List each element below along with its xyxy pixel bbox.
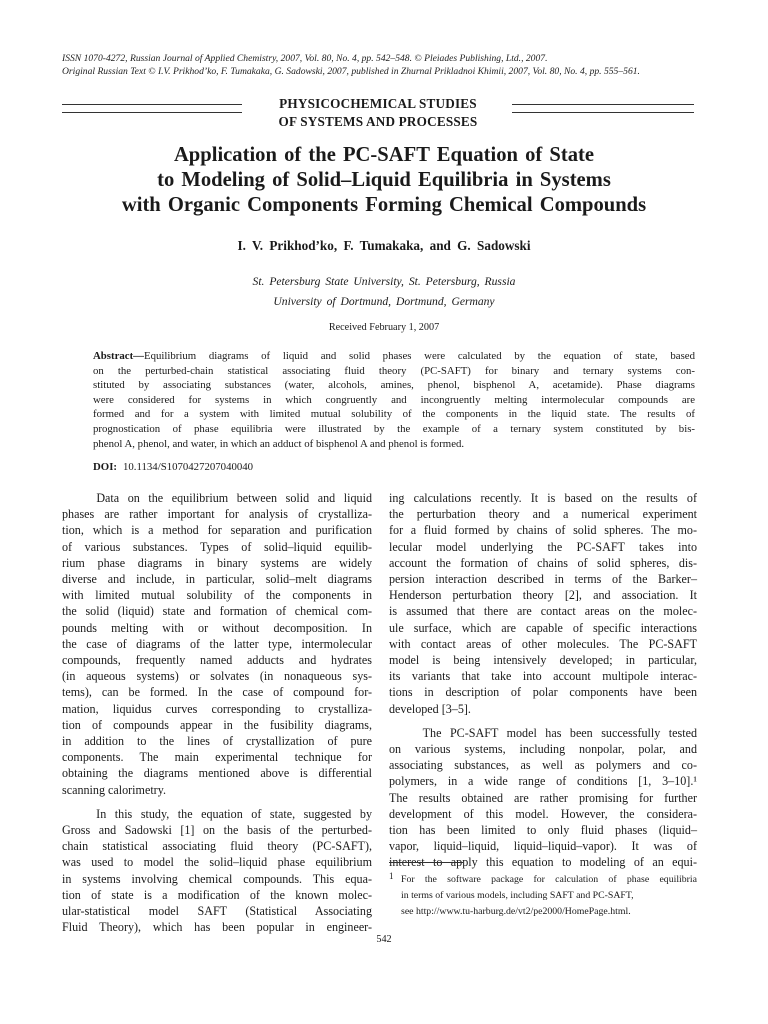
doi <box>93 461 253 473</box>
text-line: the perturbation theory and a numerical experiment <box>389 507 697 522</box>
text-line: tion of state is a modification of the known molec- <box>62 887 372 902</box>
text-line: its variants that take into account multipole interac- <box>389 669 697 684</box>
doi-label: DOI: <box>93 461 117 473</box>
text-line: the case of diagrams of the latter type, intermolecular <box>62 636 372 651</box>
text-line: persion interaction described in terms of the Barker– <box>389 572 697 587</box>
text-line: phases are rather important for analysis of crystalliza- <box>62 507 372 522</box>
received-date: Received February 1, 2007 <box>328 322 440 333</box>
abstract-line: stituted by associating substances (water, alcohols, amines, phenol, bisphenol A, acetamide). Phase diagrams <box>93 379 695 392</box>
author-list: I. V. Prikhod’ko, F. Tumakaka, and G. Sadowski <box>237 238 531 253</box>
abstract-line: phenol A, phenol, and water, in which an adduct of bisphenol A and phenol is formed. <box>93 437 465 450</box>
section-rule-left <box>62 104 242 113</box>
affiliations <box>40 272 728 312</box>
abstract-line: on the perturbed-chain statistical associating fluid theory (PC-SAFT) for binary and ternary systems con- <box>93 364 695 377</box>
text-line: developed [3–5]. <box>389 701 471 716</box>
right-column <box>389 490 697 879</box>
header-original-text-line: Original Russian Text © I.V. Prikhod’ko, F. Tumakaka, G. Sadowski, 2007, published in Zhurnal Prikladnoi Khimii, 2007, Vol. 80, No. 4, pp. 555–561. <box>62 66 640 77</box>
text-line: Fluid Theory), which has been popular in engineer- <box>62 920 372 935</box>
footnote-line: in terms of various models, including SAFT and PC-SAFT, <box>401 890 634 901</box>
affiliation-1: St. Petersburg State University, St. Petersburg, Russia <box>252 275 516 288</box>
paragraph-intro <box>62 490 372 798</box>
text-line: model is being intensively developed; in particular, <box>389 653 697 668</box>
text-line: with contact areas of other molecules. The PC-SAFT <box>389 636 697 651</box>
text-line: components. The main experimental technique for <box>62 750 372 765</box>
abstract-line: were considered for systems in which congruently and incongruently melting intermolecular compounds are <box>93 393 695 406</box>
text-line: ular-statistical model SAFT (Statistical Associating <box>62 904 372 919</box>
paragraph-pc-saft-basis <box>389 490 697 717</box>
text-line: in addition to the lines of crystallization of pure <box>62 734 372 749</box>
abstract <box>93 349 695 451</box>
text-line: lecular model underlying the PC-SAFT takes into <box>389 539 697 554</box>
text-line: diverse and include, in particular, solid–melt diagrams <box>62 572 372 587</box>
section-heading-line-2: OF SYSTEMS AND PROCESSES <box>278 114 478 129</box>
text-line: The results obtained are rather promising for further <box>389 790 697 805</box>
text-line: ule surface, which are capable of specific interactions <box>389 620 697 635</box>
journal-header <box>62 52 722 78</box>
paragraph-this-study <box>62 806 372 936</box>
text-line: with limited mutual solubility of the components in <box>62 588 372 603</box>
title-line-1: Application of the PC-SAFT Equation of State <box>173 144 595 166</box>
text-line: associating substances, as well as polymers and co- <box>389 758 697 773</box>
text-line: was used to model the solid–liquid phase equilibrium <box>62 855 372 870</box>
text-line: the solid (liquid) state and formation of chemical com- <box>62 604 372 619</box>
footnote <box>389 872 697 920</box>
section-rule-right <box>512 104 694 113</box>
text-line: (in aqueous systems) or solvates (in nonaqueous sys- <box>62 669 372 684</box>
footnote-body <box>401 872 697 920</box>
text-line: tion of compounds appear in the fusibility diagrams, <box>62 717 372 732</box>
text-line: tion, which is a method for separation and purification <box>62 523 372 538</box>
text-line: polymers, in a wide range of conditions [1, 3–10].¹ <box>389 774 697 789</box>
text-line: on various systems, including nonpolar, polar, and <box>389 742 697 757</box>
header-citation-line: ISSN 1070-4272, Russian Journal of Applied Chemistry, 2007, Vol. 80, No. 4, pp. 542–548. © Pleiades Publishing, Ltd., 2007. <box>62 53 548 64</box>
text-line: in systems involving chemical compounds. This equa- <box>62 871 372 886</box>
paragraph-pc-saft-tested <box>389 725 697 871</box>
article-title <box>40 143 728 218</box>
text-line: In this study, the equation of state, suggested by <box>62 806 372 821</box>
footnote-rule <box>389 862 463 863</box>
text-line: of various substances. Types of solid–liquid equilib- <box>62 539 372 554</box>
abstract-line <box>93 349 695 364</box>
text-line: pounds melting with or without decomposition. In <box>62 620 372 635</box>
doi-link[interactable]: 10.1134/S1070427207040040 <box>123 461 254 473</box>
footnote-line: For the software package for calculation of phase equilibria <box>401 874 697 885</box>
affiliation-2: University of Dortmund, Dortmund, Germany <box>273 295 495 308</box>
text-line: obtaining the diagrams mentioned above is differential <box>62 766 372 781</box>
text-line: rium phase diagrams in binary systems are widely <box>62 555 372 570</box>
text-line: mation, liquidus curves corresponding to crystalliza- <box>62 701 372 716</box>
text-line: chain statistical associating fluid theory (PC-SAFT), <box>62 839 372 854</box>
footnote-marker: 1 <box>389 871 394 881</box>
text-line: Henderson perturbation theory [2], and association. It <box>389 588 697 603</box>
abstract-line: prognostication of phase equilibria were illustrated by the example of a ternary system constituted by bis- <box>93 422 695 435</box>
title-line-2: to Modeling of Solid–Liquid Equilibria in Systems <box>157 169 611 191</box>
text-line: is assumed that there are contact areas on the molec- <box>389 604 697 619</box>
text-line: scanning calorimetry. <box>62 782 166 797</box>
text-line: ing calculations recently. It is based on the results of <box>389 491 697 505</box>
text-line: vapor, liquid–liquid, liquid–liquid–vapor). It was of <box>389 839 697 854</box>
abstract-text: Equilibrium diagrams of liquid and solid phases were calculated by the equation of state, based <box>143 350 695 362</box>
section-heading <box>250 95 506 131</box>
text-line: tion has been limited to only fluid phases (liquid– <box>389 823 697 838</box>
text-line: compounds, frequently named adducts and hydrates <box>62 653 372 668</box>
text-line: development of this model. However, the considera- <box>389 806 697 821</box>
section-heading-line-1: PHYSICOCHEMICAL STUDIES <box>279 96 477 111</box>
text-line: interest to apply this equation to modeling of an equi- <box>389 855 697 870</box>
text-line: for a fluid formed by chains of solid spheres. The mo- <box>389 523 697 538</box>
text-line: Data on the equilibrium between solid and liquid <box>62 491 372 505</box>
footnote-url-line[interactable]: see http://www.tu-harburg.de/vt2/pe2000/HomePage.html. <box>401 906 631 917</box>
left-column <box>62 490 372 943</box>
title-line-3: with Organic Components Forming Chemical Compounds <box>121 194 647 216</box>
text-line: Gross and Sadowski [1] on the basis of the perturbed- <box>62 823 372 838</box>
text-line: tems), can be formed. In the case of compound for- <box>62 685 372 700</box>
text-line: tions in description of polar components have been <box>389 685 697 700</box>
text-line: The PC-SAFT model has been successfully tested <box>389 725 697 740</box>
abstract-line: formed and for a system with limited mutual solubility of the components in the liquid state. The results of <box>93 408 695 421</box>
abstract-label: Abstract— <box>93 350 144 362</box>
page-number: 542 <box>376 934 392 945</box>
text-line: account the formation of chains of solid spheres, dis- <box>389 555 697 570</box>
